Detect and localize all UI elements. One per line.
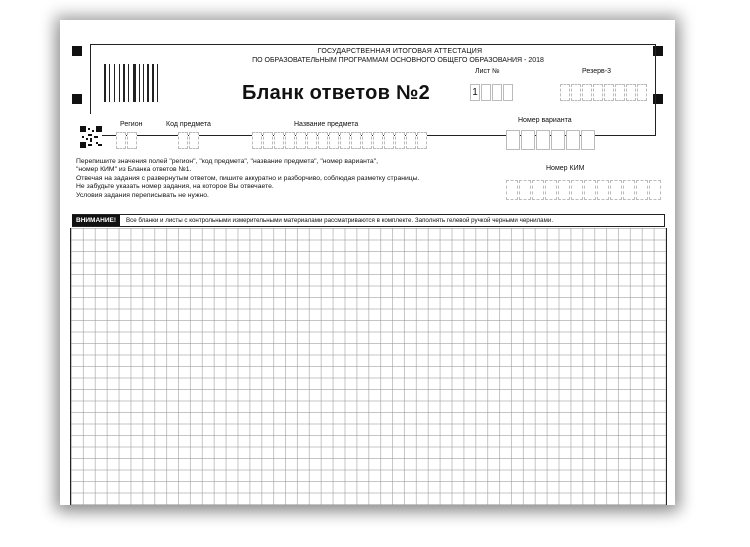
variant-cell[interactable] — [581, 130, 595, 150]
sheet-number-cell[interactable] — [492, 84, 502, 101]
subject-code-cell[interactable] — [189, 132, 199, 149]
subject-name-cell[interactable] — [351, 132, 361, 149]
subject-code-cell[interactable] — [178, 132, 188, 149]
kim-cell[interactable] — [584, 180, 596, 200]
barcode-bar — [104, 64, 106, 102]
subject-name-cell[interactable] — [340, 132, 350, 149]
answer-grid[interactable] — [70, 228, 667, 505]
kim-cell[interactable] — [623, 180, 635, 200]
barcode-bar — [109, 64, 110, 102]
barcode-bar — [139, 64, 140, 102]
subject-name-cell[interactable] — [252, 132, 262, 149]
sheet-number-cell[interactable] — [503, 84, 513, 101]
region-field[interactable] — [116, 132, 138, 149]
subject-name-cell[interactable] — [318, 132, 328, 149]
qr-code-image — [80, 126, 102, 148]
reserve-label: Резерв-3 — [582, 68, 611, 75]
kim-cell[interactable] — [545, 180, 557, 200]
variant-label: Номер варианта — [518, 117, 572, 124]
sheet-number-label: Лист № — [475, 68, 500, 75]
header-frame-edge — [90, 44, 91, 114]
subject-name-cell[interactable] — [384, 132, 394, 149]
page-title: Бланк ответов №2 — [242, 82, 431, 104]
barcode-bar — [133, 64, 136, 102]
barcode-bar — [114, 64, 115, 102]
reserve-cell[interactable] — [571, 84, 581, 101]
instruction-line: Отвечая на задания с развернутым ответом, пишите аккуратно и разборчиво, соблюдая разметку страницы. — [76, 174, 420, 182]
instruction-line: "номер КИМ" из Бланка ответов №1. — [76, 166, 192, 174]
kim-cell[interactable] — [597, 180, 609, 200]
barcode-bar — [119, 64, 120, 102]
reserve-cells[interactable] — [560, 84, 648, 101]
subject-name-cell[interactable] — [285, 132, 295, 149]
reserve-cell[interactable] — [626, 84, 636, 101]
subject-name-cell[interactable] — [274, 132, 284, 149]
subject-code-label: Код предмета — [166, 121, 211, 128]
variant-cell[interactable] — [551, 130, 565, 150]
sheet-number-cell[interactable]: 1 — [470, 84, 480, 101]
sheet-number-cells[interactable] — [470, 84, 514, 101]
corner-marker — [72, 94, 82, 104]
barcode-bar — [157, 64, 158, 102]
subject-name-cell[interactable] — [406, 132, 416, 149]
barcode-bar — [123, 64, 125, 102]
barcode-bar — [128, 64, 129, 102]
warning-bar — [72, 214, 665, 227]
instruction-line: Не забудьте указать номер задания, на которое Вы отвечаете. — [76, 183, 274, 191]
subject-name-cell[interactable] — [395, 132, 405, 149]
kim-cell[interactable] — [636, 180, 648, 200]
subject-code-field[interactable] — [178, 132, 200, 149]
barcode-image — [104, 64, 162, 102]
region-label: Регион — [120, 121, 143, 128]
kim-cell[interactable] — [558, 180, 570, 200]
header-line-2: ПО ОБРАЗОВАТЕЛЬНЫМ ПРОГРАММАМ ОСНОВНОГО ОБЩЕГО ОБРАЗОВАНИЯ - 2018 — [252, 57, 544, 64]
corner-marker — [72, 46, 82, 56]
reserve-cell[interactable] — [582, 84, 592, 101]
variant-cell[interactable] — [521, 130, 535, 150]
reserve-cell[interactable] — [593, 84, 603, 101]
warning-tag: ВНИМАНИЕ! — [72, 215, 120, 226]
header-line-1: ГОСУДАРСТВЕННАЯ ИТОГОВАЯ АТТЕСТАЦИЯ — [317, 48, 483, 55]
reserve-cell[interactable] — [604, 84, 614, 101]
variant-cell[interactable] — [566, 130, 580, 150]
reserve-cell[interactable] — [560, 84, 570, 101]
subject-name-cell[interactable] — [296, 132, 306, 149]
instructions — [76, 158, 546, 200]
subject-name-cell[interactable] — [263, 132, 273, 149]
subject-name-cell[interactable] — [329, 132, 339, 149]
subject-name-cell[interactable] — [373, 132, 383, 149]
kim-cell[interactable] — [610, 180, 622, 200]
reserve-cell[interactable] — [637, 84, 647, 101]
region-cell[interactable] — [116, 132, 126, 149]
kim-cell[interactable] — [649, 180, 661, 200]
subject-name-cell[interactable] — [307, 132, 317, 149]
instruction-line: Перепишите значения полей "регион", "код предмета", "название предмета", "номер варианта", — [76, 158, 378, 165]
kim-cell[interactable] — [571, 180, 583, 200]
sheet-number-cell[interactable] — [481, 84, 491, 101]
barcode-bar — [152, 64, 154, 102]
barcode-bar — [143, 64, 144, 102]
variant-cell[interactable] — [536, 130, 550, 150]
subject-name-field[interactable] — [252, 132, 428, 149]
region-cell[interactable] — [127, 132, 137, 149]
kim-label: Номер КИМ — [546, 165, 585, 172]
warning-text: Все бланки и листы с контрольными измерительными материалами рассматриваются в комплекте. Заполнять гелевой ручкой черными чернилами. — [126, 217, 554, 224]
reserve-cell[interactable] — [615, 84, 625, 101]
subject-name-label: Название предмета — [294, 121, 359, 128]
variant-cell[interactable] — [506, 130, 520, 150]
subject-name-cell[interactable] — [417, 132, 427, 149]
instruction-line: Условия задания переписывать не нужно. — [76, 191, 209, 199]
answer-sheet — [60, 20, 675, 505]
variant-field[interactable] — [506, 130, 596, 150]
barcode-bar — [147, 64, 149, 102]
subject-name-cell[interactable] — [362, 132, 372, 149]
